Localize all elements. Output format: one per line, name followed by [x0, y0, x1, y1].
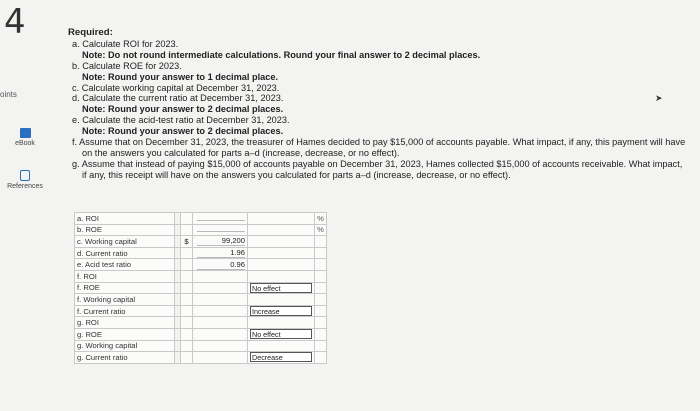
cursor-arrow-icon: ➤ — [655, 93, 663, 103]
answer-cell — [193, 236, 248, 248]
answer-row — [75, 224, 327, 236]
req-a: a. Calculate ROI for 2023. — [72, 38, 179, 49]
req-f: f. Assume that on December 31, 2023, the treasurer of Hames decided to pay $15,000 of accounts payable. What impact, if any, this payment will have on the answers you calculated for parts a–d (increase, decrease, or no effect). — [72, 137, 686, 158]
select-cell — [248, 282, 315, 294]
answer-row — [75, 270, 327, 282]
select-cell — [248, 259, 315, 271]
currency-symbol — [181, 317, 193, 329]
answer-row-label: f. Current ratio — [75, 305, 175, 317]
req-e: e. Calculate the acid-test ratio at December 31, 2023. — [72, 115, 290, 126]
percent-sign — [315, 328, 327, 340]
answer-cell — [193, 270, 248, 282]
select-cell — [248, 270, 315, 282]
impact-select[interactable]: No effect — [250, 329, 312, 339]
percent-sign — [315, 282, 327, 294]
percent-sign — [315, 247, 327, 259]
currency-symbol — [181, 340, 193, 352]
answer-cell — [193, 224, 248, 236]
impact-select[interactable]: Increase — [250, 306, 312, 316]
answer-row-label: g. Current ratio — [75, 352, 175, 364]
answer-row-label: a. ROI — [75, 213, 175, 225]
answer-row-label: c. Working capital — [75, 236, 175, 248]
answer-cell — [193, 282, 248, 294]
req-d: d. Calculate the current ratio at December 31, 2023. — [72, 93, 284, 104]
answer-cell — [193, 340, 248, 352]
select-cell — [248, 340, 315, 352]
answer-cell — [193, 213, 248, 225]
answer-input[interactable]: 0.96 — [197, 260, 245, 270]
answer-row — [75, 352, 327, 364]
currency-symbol — [181, 305, 193, 317]
impact-select[interactable]: No effect — [250, 283, 312, 293]
select-cell — [248, 236, 315, 248]
currency-symbol — [181, 224, 193, 236]
answer-cell — [193, 294, 248, 306]
select-cell — [248, 328, 315, 340]
ebook-icon — [20, 128, 31, 138]
currency-symbol — [181, 328, 193, 340]
currency-symbol: $ — [181, 236, 193, 248]
percent-sign — [315, 294, 327, 306]
ebook-link[interactable] — [0, 128, 50, 147]
impact-select[interactable]: Decrease — [250, 352, 312, 362]
answer-row — [75, 317, 327, 329]
answer-row-label: g. ROE — [75, 328, 175, 340]
percent-sign — [315, 270, 327, 282]
required-title: Required: — [68, 27, 113, 38]
req-b-note: Note: Round your answer to 1 decimal place. — [82, 71, 279, 82]
answer-row-label: f. ROI — [75, 270, 175, 282]
answer-cell — [193, 259, 248, 271]
select-cell — [248, 224, 315, 236]
currency-symbol — [181, 294, 193, 306]
currency-symbol — [181, 282, 193, 294]
select-cell — [248, 317, 315, 329]
answer-row-label: e. Acid test ratio — [75, 259, 175, 271]
currency-symbol — [181, 352, 193, 364]
answer-cell — [193, 247, 248, 259]
points-label: oints — [0, 90, 17, 99]
percent-sign — [315, 340, 327, 352]
question-number: 4 — [4, 2, 26, 42]
answer-row — [75, 259, 327, 271]
percent-sign: % — [315, 213, 327, 225]
select-cell — [248, 213, 315, 225]
answer-input[interactable] — [197, 231, 245, 232]
req-d-note: Note: Round your answer to 2 decimal places. — [82, 104, 284, 115]
req-g: g. Assume that instead of paying $15,000 of accounts payable on December 31, 2023, Hames collected $15,000 of accounts receivable. What impact, if any, this receipt will have on the answers you calculated for parts a–d (increase, decrease, or no effect). — [72, 158, 683, 180]
req-b: b. Calculate ROE for 2023. — [72, 60, 182, 71]
answer-table — [74, 212, 327, 364]
references-link[interactable] — [0, 170, 50, 190]
percent-sign — [315, 317, 327, 329]
answer-row-label: b. ROE — [75, 224, 175, 236]
answer-row — [75, 305, 327, 317]
req-a-note: Note: Do not round intermediate calculations. Round your final answer to 2 decimal places. — [82, 49, 481, 60]
answer-input[interactable] — [197, 220, 245, 221]
references-icon — [20, 170, 30, 181]
currency-symbol — [181, 213, 193, 225]
ebook-label: eBook — [15, 140, 35, 147]
select-cell — [248, 247, 315, 259]
req-c: c. Calculate working capital at December 31, 2023. — [72, 82, 280, 93]
percent-sign: % — [315, 224, 327, 236]
answer-input[interactable]: 99,200 — [197, 236, 245, 246]
currency-symbol — [181, 270, 193, 282]
select-cell — [248, 305, 315, 317]
currency-symbol — [181, 259, 193, 271]
answer-row — [75, 328, 327, 340]
answer-row — [75, 236, 327, 248]
answer-cell — [193, 328, 248, 340]
select-cell — [248, 352, 315, 364]
references-label: References — [7, 183, 43, 190]
answer-cell — [193, 305, 248, 317]
answer-row — [75, 282, 327, 294]
answer-input[interactable]: 1.96 — [197, 248, 245, 258]
answer-row-label: d. Current ratio — [75, 247, 175, 259]
answer-cell — [193, 352, 248, 364]
select-cell — [248, 294, 315, 306]
answer-cell — [193, 317, 248, 329]
req-e-note: Note: Round your answer to 2 decimal places. — [82, 126, 284, 137]
answer-row-label: f. Working capital — [75, 294, 175, 306]
answer-row-label: g. ROI — [75, 317, 175, 329]
percent-sign — [315, 352, 327, 364]
answer-row — [75, 294, 327, 306]
currency-symbol — [181, 247, 193, 259]
answer-row — [75, 340, 327, 352]
percent-sign — [315, 236, 327, 248]
answer-row — [75, 213, 327, 225]
answer-row-label: f. ROE — [75, 282, 175, 294]
percent-sign — [315, 259, 327, 271]
answer-row — [75, 247, 327, 259]
requirements-block — [68, 28, 688, 181]
answer-row-label: g. Working capital — [75, 340, 175, 352]
percent-sign — [315, 305, 327, 317]
